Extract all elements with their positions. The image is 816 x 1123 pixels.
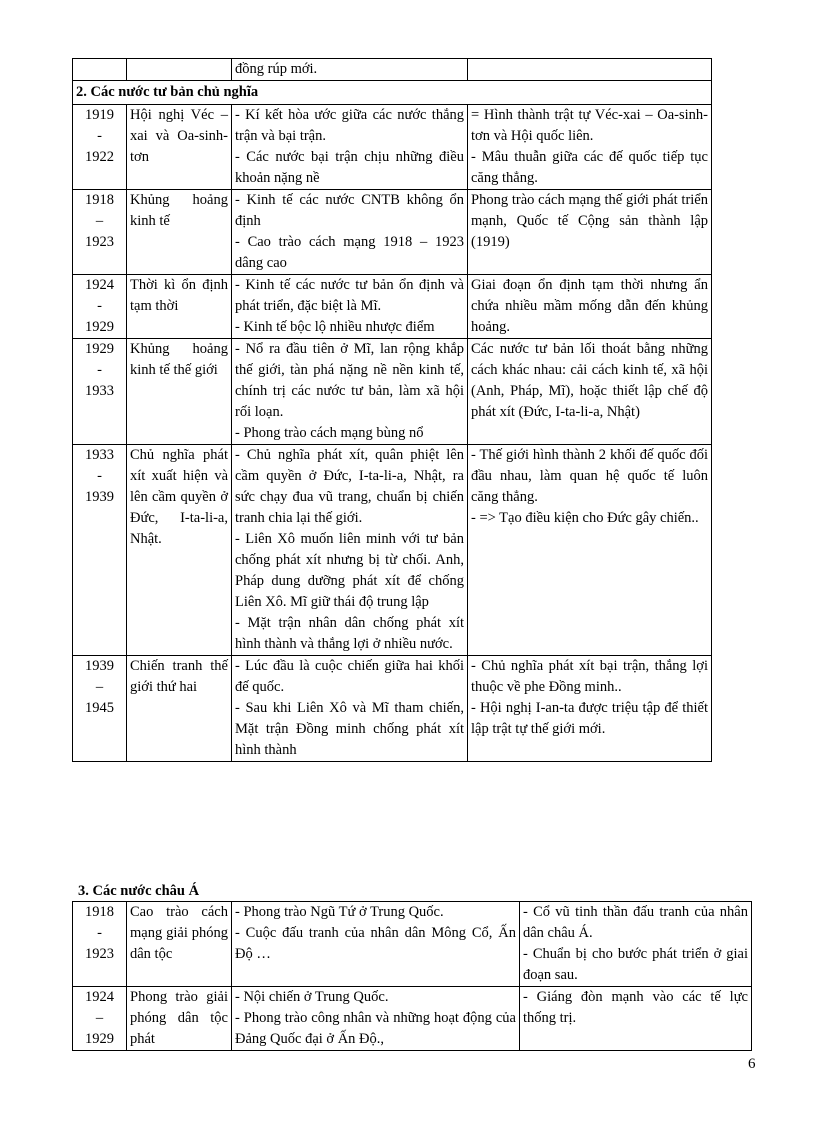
year-line: 1929 (85, 341, 114, 357)
content-cell (232, 445, 468, 656)
table-row (73, 59, 712, 81)
year-cell (73, 190, 127, 275)
year-line: 1939 (85, 658, 114, 674)
result-line: - => Tạo điều kiện cho Đức gây chiến.. (471, 510, 699, 526)
year-line: 1919 (85, 107, 114, 123)
event-cell: Chiến tranh thế giới thứ hai (127, 656, 232, 762)
content-line: - Liên Xô muốn liên minh với tư bản chống phát xít nhưng bị từ chối. Anh, Pháp dung dưỡng phát xít để chống Liên Xô. Mĩ giữ thái độ trung lập (235, 531, 464, 610)
result-cell (468, 105, 712, 190)
content-line: - Kí kết hòa ước giữa các nước thắng trận và bại trận. (235, 107, 464, 144)
section-title-2: 2. Các nước tư bản chủ nghĩa (73, 81, 712, 105)
table-row (73, 987, 752, 1051)
year-line: – (95, 1010, 104, 1026)
page-number: 6 (748, 1056, 756, 1072)
event-cell: Thời kì ổn định tạm thời (127, 275, 232, 339)
year-line: - (97, 128, 102, 144)
table-row (73, 275, 712, 339)
content-cell (232, 190, 468, 275)
result-cell (468, 190, 712, 275)
year-line: – (95, 679, 104, 695)
table-asian-countries (72, 901, 752, 1051)
result-line: - Chuẩn bị cho bước phát triển ở giai đoạn sau. (523, 946, 748, 983)
content-line: - Các nước bại trận chịu những điều khoản nặng nề (235, 149, 464, 186)
result-cell (520, 902, 752, 987)
year-line: 1918 (85, 904, 114, 920)
year-line: 1924 (85, 989, 114, 1005)
result-cell (468, 339, 712, 445)
year-cell (73, 275, 127, 339)
year-line: - (97, 362, 102, 378)
content-cell (232, 902, 520, 987)
event-cell: Hội nghị Véc –xai và Oa-sinh-tơn (127, 105, 232, 190)
result-line: = Hình thành trật tự Véc-xai – Oa-sinh-tơn và Hội quốc liên. (471, 107, 708, 144)
content-cell (232, 987, 520, 1051)
year-cell (73, 105, 127, 190)
result-line: - Thế giới hình thành 2 khối đế quốc đối đầu nhau, làm quan hệ quốc tế luôn căng thẳng. (471, 447, 708, 505)
content-cell (232, 339, 468, 445)
result-line: Giai đoạn ổn định tạm thời nhưng ẩn chứa nhiều mầm mống dẫn đến khủng hoảng. (471, 277, 708, 335)
year-cell (73, 339, 127, 445)
result-line: - Mâu thuẫn giữa các đế quốc tiếp tục căng thẳng. (471, 149, 708, 186)
year-line: 1933 (85, 383, 114, 399)
content-line: - Phong trào Ngũ Tứ ở Trung Quốc. (235, 904, 444, 920)
content-line: - Kinh tế các nước CNTB không ổn định (235, 192, 464, 229)
year-cell (73, 656, 127, 762)
result-cell (468, 656, 712, 762)
year-line: 1939 (85, 489, 114, 505)
event-cell: Khủng hoảng kinh tế thế giới (127, 339, 232, 445)
content-line: - Cuộc đấu tranh của nhân dân Mông Cổ, Ấn Độ … (235, 925, 516, 962)
year-line: 1945 (85, 700, 114, 716)
year-line: 1918 (85, 192, 114, 208)
result-cell (520, 987, 752, 1051)
result-line: - Giáng đòn mạnh vào các tế lực thống trị. (523, 989, 748, 1026)
content-line: - Mặt trận nhân dân chống phát xít hình thành và thắng lợi ở nhiều nước. (235, 615, 464, 652)
year-line: – (95, 213, 104, 229)
table-capitalist-countries (72, 58, 712, 762)
result-line: Phong trào cách mạng thế giới phát triển mạnh, Quốc tế Cộng sản thành lập (1919) (471, 192, 708, 250)
content-line: - Lúc đầu là cuộc chiến giữa hai khối đế quốc. (235, 658, 464, 695)
event-cell: Chủ nghĩa phát xít xuất hiện và lên cầm quyền ở Đức, I-ta-li-a, Nhật. (127, 445, 232, 656)
content-line: - Kinh tế bộc lộ nhiều nhược điểm (235, 319, 435, 335)
content-line: - Sau khi Liên Xô và Mĩ tham chiến, Mặt trận Đồng minh chống phát xít hình thành (235, 700, 464, 758)
event-cell: Phong trào giải phóng dân tộc phát (127, 987, 232, 1051)
content-line: - Phong trào công nhân và những hoạt động của Đảng Quốc đại ở Ấn Độ., (235, 1010, 516, 1047)
year-line: 1929 (85, 1031, 114, 1047)
result-line: - Hội nghị I-an-ta được triệu tập để thiết lập trật tự thế giới mới. (471, 700, 708, 737)
event-cell: Khủng hoảng kinh tế (127, 190, 232, 275)
year-cell (73, 445, 127, 656)
table-row (73, 902, 752, 987)
year-line: 1923 (85, 946, 114, 962)
result-line: Các nước tư bản lối thoát bằng những cách khác nhau: cải cách kinh tế, xã hội (Anh, Pháp, Mĩ), hoặc thiết lập chế độ phát xít (Đức, I-ta-li-a, Nhật) (471, 341, 708, 420)
year-line: 1929 (85, 319, 114, 335)
content-line: - Phong trào cách mạng bùng nổ (235, 425, 424, 441)
content-cell (232, 275, 468, 339)
content-line: - Chủ nghĩa phát xít, quân phiệt lên cầm quyền ở Đức, I-ta-li-a, Nhật, ra sức chạy đua vũ trang, chuẩn bị chiến tranh chia lại thế giới. (235, 447, 464, 526)
result-cell (468, 275, 712, 339)
result-cell (468, 445, 712, 656)
year-line: 1922 (85, 149, 114, 165)
table-row (73, 656, 712, 762)
result-line: - Cổ vũ tinh thần đấu tranh của nhân dân châu Á. (523, 904, 748, 941)
content-cell (232, 105, 468, 190)
year-line: - (97, 298, 102, 314)
content-line: - Nổ ra đầu tiên ở Mĩ, lan rộng khắp thế giới, tàn phá nặng nề nền kinh tế, chính trị các nước tư bản, làm xã hội rối loạn. (235, 341, 464, 420)
result-line: - Chủ nghĩa phát xít bại trận, thắng lợi thuộc về phe Đồng minh.. (471, 658, 708, 695)
table-row (73, 339, 712, 445)
table-row (73, 190, 712, 275)
year-line: 1924 (85, 277, 114, 293)
year-cell (73, 902, 127, 987)
year-line: 1933 (85, 447, 114, 463)
content-line: - Kinh tế các nước tư bản ổn định và phát triển, đặc biệt là Mĩ. (235, 277, 464, 314)
year-line: 1923 (85, 234, 114, 250)
table-row (73, 105, 712, 190)
year-line: - (97, 925, 102, 941)
cell-content: đồng rúp mới. (232, 59, 468, 81)
content-line: - Cao trào cách mạng 1918 – 1923 dâng cao (235, 234, 464, 271)
year-cell (73, 987, 127, 1051)
content-cell (232, 656, 468, 762)
section-title-3: 3. Các nước châu Á (78, 883, 200, 899)
table-row (73, 445, 712, 656)
content-line: - Nội chiến ở Trung Quốc. (235, 989, 389, 1005)
year-line: - (97, 468, 102, 484)
event-cell: Cao trào cách mạng giải phóng dân tộc (127, 902, 232, 987)
section-row (73, 81, 712, 105)
